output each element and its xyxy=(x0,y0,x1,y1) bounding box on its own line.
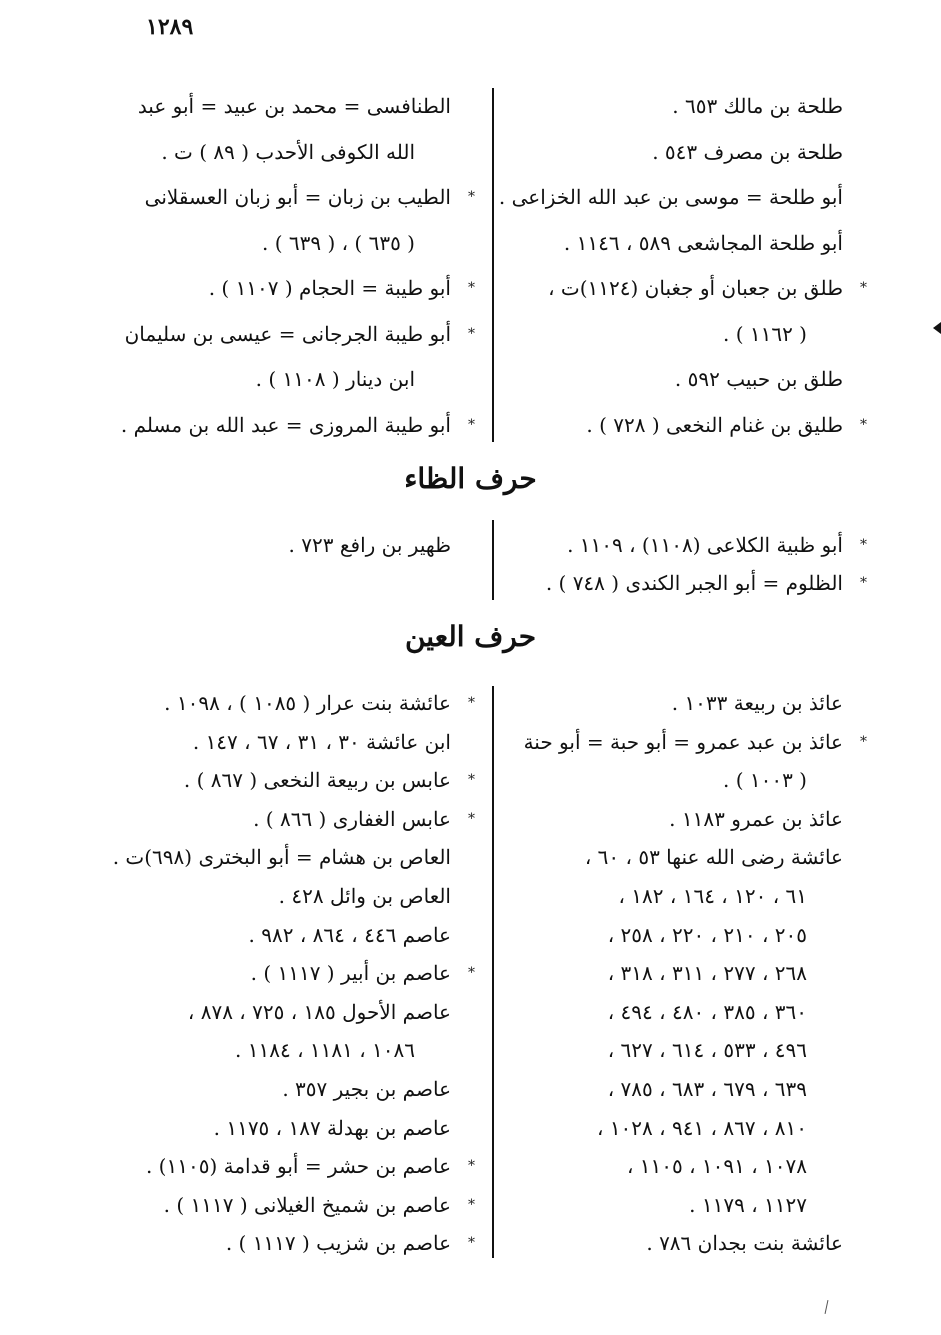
index-entry xyxy=(101,266,475,312)
index-entry xyxy=(463,130,843,176)
entry-text: ( ٦٣٥ ) ، ( ٦٣٩ ) . xyxy=(261,230,415,255)
asterisk-marker: * xyxy=(468,772,475,789)
entry-text: ( ١١٦٢ ) . xyxy=(722,321,807,346)
index-entry xyxy=(463,403,867,449)
asterisk-marker: * xyxy=(860,280,867,296)
heading-harf-al-ayn: حرف العين xyxy=(404,620,537,653)
index-entry xyxy=(101,1109,451,1148)
asterisk-marker: * xyxy=(468,416,475,433)
section-3-right-column xyxy=(463,684,867,1263)
entry-text: طليق بن غنام النخعى ( ٧٢٨ ) . xyxy=(586,412,843,437)
asterisk-marker: * xyxy=(860,537,867,553)
margin-arrow-mark xyxy=(933,322,941,334)
column-divider xyxy=(492,520,494,600)
margin-tick-mark xyxy=(825,1300,829,1314)
index-entry xyxy=(463,1031,843,1070)
entry-text: عاصم بن بجير ٣٥٧ . xyxy=(282,1076,451,1101)
entry-text: ٨١٠ ، ٨٦٧ ، ٩٤١ ، ١٠٢٨ ، xyxy=(597,1115,807,1140)
section-1-right-column xyxy=(463,84,867,448)
entry-text: عاصم بن حشر = أبو قدامة (١١٠٥) . xyxy=(145,1154,451,1179)
entry-text: عاصم بن شميخ الغيلانى ( ١١١٧ ) . xyxy=(163,1192,451,1217)
asterisk-marker: * xyxy=(468,325,475,342)
asterisk-marker: * xyxy=(860,416,867,433)
index-entry xyxy=(101,403,475,449)
index-entry xyxy=(463,916,843,955)
entry-text: أبو طيبة الجرجانى = عيسى بن سليمان xyxy=(124,321,451,346)
index-entry xyxy=(101,761,475,800)
entry-text: أبو طلحة = موسى بن عبد الله الخزاعى . xyxy=(498,185,843,209)
heading-harf-al-zaa: حرف الظاء xyxy=(404,462,537,495)
index-entry xyxy=(101,1031,451,1070)
index-entry xyxy=(463,312,843,358)
entry-text: ١٠٨٦ ، ١١٨١ ، ١١٨٤ . xyxy=(235,1038,415,1063)
index-entry xyxy=(101,684,475,723)
index-entry xyxy=(101,526,451,564)
section-3-left-column xyxy=(101,684,475,1263)
column-divider xyxy=(492,88,494,442)
index-entry xyxy=(463,838,843,877)
entry-text: طلق بن حبيب ٥٩٢ . xyxy=(674,367,843,391)
entry-text: عاصم بن أبير ( ١١١٧ ) . xyxy=(250,961,451,986)
entry-text: طلحة بن مصرف ٥٤٣ . xyxy=(652,139,843,164)
entry-text: أبو طيبة المروزى = عبد الله بن مسلم . xyxy=(120,412,451,437)
index-entry xyxy=(101,723,451,762)
section-1-left-column xyxy=(101,84,475,448)
entry-text: الطيب بن زبان = أبو زبان العسقلانى xyxy=(144,185,451,209)
entry-text: ٢٦٨ ، ٢٧٧ ، ٣١١ ، ٣١٨ ، xyxy=(607,961,807,986)
index-entry xyxy=(463,723,867,762)
entry-text: العاص بن هشام = أبو البخترى (٦٩٨)ت . xyxy=(112,845,451,870)
index-entry xyxy=(101,1186,475,1225)
index-entry xyxy=(463,357,843,403)
entry-text: طلحة بن مالك ٦٥٣ . xyxy=(672,94,843,118)
index-entry xyxy=(101,993,451,1032)
entry-text: ٦١ ، ١٢٠ ، ١٦٤ ، ١٨٢ ، xyxy=(618,883,807,908)
entry-text: العاص بن وائل ٤٢٨ . xyxy=(278,883,451,908)
asterisk-marker: * xyxy=(860,575,867,591)
entry-text: أبو ظبية الكلاعى (١١٠٨) ، ١١٠٩ . xyxy=(567,533,843,557)
entry-text: ظهير بن رافع ٧٢٣ . xyxy=(288,533,451,557)
entry-text: عابس الغفارى ( ٨٦٦ ) . xyxy=(253,806,451,831)
entry-text: ٤٩٦ ، ٥٣٣ ، ٦١٤ ، ٦٢٧ ، xyxy=(607,1038,807,1063)
entry-text: عاصم بن بهدلة ١٨٧ ، ١١٧٥ . xyxy=(213,1115,451,1140)
entry-text: عابس بن ربيعة النخعى ( ٨٦٧ ) . xyxy=(183,768,451,793)
asterisk-marker: * xyxy=(468,695,475,711)
index-entry xyxy=(463,877,843,916)
index-entry xyxy=(101,312,475,358)
entry-text: الظلوم = أبو الجبر الكندى ( ٧٤٨ ) . xyxy=(545,571,843,595)
asterisk-marker: * xyxy=(468,189,475,205)
section-2-right-column xyxy=(463,526,867,602)
entry-text: عاصم ٤٤٦ ، ٨٦٤ ، ٩٨٢ . xyxy=(248,922,451,947)
index-entry xyxy=(463,266,867,312)
asterisk-marker: * xyxy=(468,1196,475,1213)
entry-text: ( ١٠٠٣ ) . xyxy=(722,768,807,793)
index-entry xyxy=(101,916,451,955)
index-entry xyxy=(101,1147,475,1186)
entry-text: عائشة بنت عرار ( ١٠٨٥ ) ، ١٠٩٨ . xyxy=(164,691,451,715)
entry-text: ابن دينار ( ١١٠٨ ) . xyxy=(255,367,415,391)
entry-text: عاصم الأحول ١٨٥ ، ٧٢٥ ، ٨٧٨ ، xyxy=(187,999,451,1024)
index-entry xyxy=(463,175,843,221)
entry-text: ١٠٧٨ ، ١٠٩١ ، ١١٠٥ ، xyxy=(626,1154,807,1179)
index-entry xyxy=(101,175,475,221)
index-entry xyxy=(101,357,451,403)
entry-text: ٣٦٠ ، ٣٨٥ ، ٤٨٠ ، ٤٩٤ ، xyxy=(607,999,807,1024)
index-entry xyxy=(463,1070,843,1109)
section-2-left-column xyxy=(101,526,451,564)
index-entry xyxy=(463,1224,843,1263)
entry-text: عائذ بن عبد عمرو = أبو حبة = أبو حنة xyxy=(523,729,843,754)
asterisk-marker: * xyxy=(860,733,867,750)
index-entry xyxy=(101,1224,475,1263)
entry-text: عائذ بن ربيعة ١٠٣٣ . xyxy=(671,691,843,715)
index-entry xyxy=(101,84,451,130)
index-entry xyxy=(463,526,867,564)
asterisk-marker: * xyxy=(468,280,475,296)
index-entry xyxy=(463,1186,843,1225)
index-entry xyxy=(463,221,843,267)
index-entry xyxy=(101,838,451,877)
index-entry xyxy=(463,954,843,993)
entry-text: ١١٢٧ ، ١١٧٩ . xyxy=(689,1192,807,1217)
column-divider xyxy=(492,686,494,1258)
index-entry xyxy=(463,993,843,1032)
entry-text: ٢٠٥ ، ٢١٠ ، ٢٢٠ ، ٢٥٨ ، xyxy=(607,922,807,947)
entry-text: أبو طيبة = الحجام ( ١١٠٧ ) . xyxy=(208,276,451,300)
index-entry xyxy=(101,954,475,993)
index-entry xyxy=(463,800,843,839)
entry-text: الطنافسى = محمد بن عبيد = أبو عبد xyxy=(137,94,451,118)
index-entry xyxy=(463,564,867,602)
entry-text: أبو طلحة المجاشعى ٥٨٩ ، ١١٤٦ . xyxy=(563,230,843,255)
index-entry xyxy=(101,877,451,916)
asterisk-marker: * xyxy=(468,965,475,982)
asterisk-marker: * xyxy=(468,1235,475,1252)
asterisk-marker: * xyxy=(468,810,475,827)
asterisk-marker: * xyxy=(468,1158,475,1175)
index-entry xyxy=(101,221,451,267)
entry-text: الله الكوفى الأحدب ( ٨٩ ) ت . xyxy=(161,139,415,164)
entry-text: ٦٣٩ ، ٦٧٩ ، ٦٨٣ ، ٧٨٥ ، xyxy=(607,1076,807,1101)
index-entry xyxy=(463,761,843,800)
index-entry xyxy=(101,800,475,839)
entry-text: طلق بن جعبان أو جغبان (١١٢٤)ت ، xyxy=(548,276,843,300)
entry-text: ابن عائشة ٣٠ ، ٣١ ، ٦٧ ، ١٤٧ . xyxy=(192,729,451,754)
entry-text: عائشة بنت بجدان ٧٨٦ . xyxy=(646,1231,843,1256)
index-entry xyxy=(463,684,843,723)
page-number: ١٢٨٩ xyxy=(146,14,194,40)
index-entry xyxy=(463,84,843,130)
index-entry xyxy=(101,1070,451,1109)
index-entry xyxy=(463,1109,843,1148)
index-entry xyxy=(463,1147,843,1186)
entry-text: عائشة رضى الله عنها ٥٣ ، ٦٠ ، xyxy=(584,845,843,870)
entry-text: عائذ بن عمرو ١١٨٣ . xyxy=(669,806,843,831)
index-entry xyxy=(101,130,451,176)
entry-text: عاصم بن شزيب ( ١١١٧ ) . xyxy=(225,1231,451,1256)
